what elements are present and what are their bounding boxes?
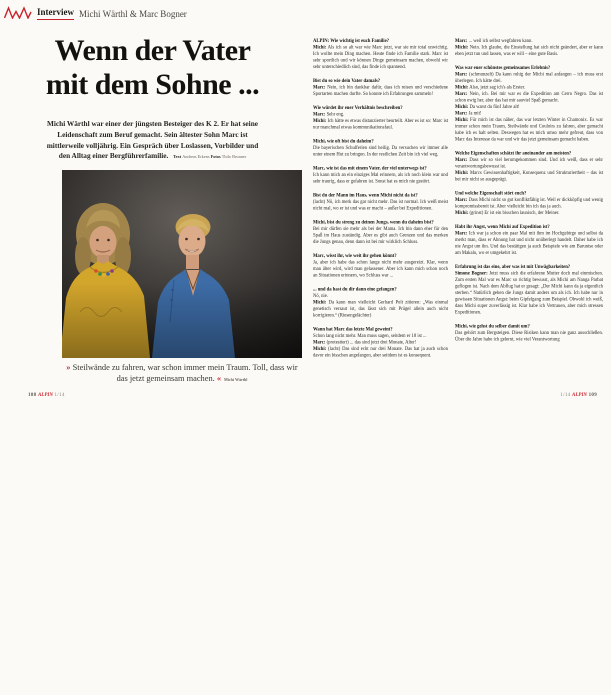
section-authors: Michi Wärthl & Marc Bogner (79, 9, 187, 19)
photo-vignette (62, 170, 302, 358)
speaker-name: Michi: (313, 45, 327, 50)
interview-answer: Michi: Da kann man vielleicht Gerhard Polt zitieren: „Was einmal genetisch versaut ist, das lässt sich mit Prügel allein auch nicht korrigieren.“ (Riesengelächter) (313, 300, 448, 318)
speaker-name: Simone Bogner: (455, 271, 488, 276)
speaker-name: Michi: (313, 346, 327, 352)
interview-question: Michi, bist du streng zu deinen Jungs, wenn du daheim bist? (313, 220, 434, 225)
speaker-name: Michi: (455, 210, 469, 216)
speaker-name: Marc: (455, 157, 468, 163)
issue-number: 1/14 (54, 393, 65, 398)
interview-question: Michi, wie oft bist du daheim? (313, 139, 374, 144)
credit-label: Fotos (210, 154, 222, 160)
interview-question: Und welche Eigenschaft stört euch? (455, 191, 527, 196)
qa-block (313, 78, 448, 98)
pull-quote-text: Steilwände zu fahren, war schon immer mein Traum. Toll, dass wir das jetzt gemeinsam machen. (72, 363, 298, 383)
speaker-name: Marc: (455, 38, 468, 44)
interview-question: Wie würdet ihr euer Verhältnis beschreiben? (313, 105, 403, 111)
interview-answer: Marc: Sehr eng. (313, 112, 345, 117)
byline-credits (173, 154, 246, 159)
interview-question: Was war euer schönstes gemeinsames Erlebnis? (455, 65, 551, 71)
qa-block (455, 151, 603, 184)
interview-answer: Bei mir dürfen sie mehr als bei der Mama. Ich bin dann eher für den Spaß im Haus zuständig. Aber es gibt auch Grenzen und das merken die Jungs genau, denn dann ist bei mir wirklich Schluss. (313, 226, 448, 245)
interview-answer: Ich kann mich an ein einziges Mal erinnern, als ich noch klein war und sehr traurig, dass er gefahren ist. Sonst hat es mich nie gestört. (313, 172, 448, 184)
left-page (0, 0, 305, 409)
interview-answer: Michi: Also, jetzt sag ich's als Erster. (455, 85, 526, 90)
qa-block (313, 38, 448, 71)
qa-block (455, 324, 603, 344)
interview-answer: (lacht) Nö, ich merk das gar nicht mehr. Das ist normal. Ich weiß meist nicht mal, wo er ist und was er macht – außer bei Expeditionen. (313, 199, 448, 211)
interview-question: Marc, wisst ihr, wie weit ihr gehen könnt? (313, 253, 397, 259)
qa-block (313, 193, 448, 213)
page-number: 109 (588, 393, 597, 398)
qa-block (455, 38, 603, 58)
speaker-name: Marc: (455, 231, 468, 236)
interview-column-2 (455, 38, 603, 663)
page-number: 108 (28, 393, 37, 398)
footer-left (28, 393, 65, 398)
interview-question: Wann hat Marc das letzte Mal geweint? (313, 327, 393, 332)
interview-answer: Marc: Dass wir so viel herumgekommen sind. Und ich weiß, dass er sehr verantwortungsbewusst ist. (455, 157, 603, 169)
father-and-son-portrait-photo (62, 170, 302, 358)
section-label: Interview (37, 7, 74, 20)
intro-paragraph (47, 119, 259, 163)
interview-answer: Marc: (protestiert) ... das sind jetzt drei Monate, Alter! (313, 340, 417, 345)
section-header (4, 6, 187, 20)
interview-question: Erfahrung ist das eine, aber was ist mit Unwägbarkeiten? (455, 264, 571, 270)
interview-answer: Marc: (schmunzelt) Da kann ruhig der Michi mal anfangen – ich muss erst überlegen. Ich hätte drei. (455, 72, 603, 84)
interview-answer: Schon lang nicht mehr. Man muss sagen, seitdem er 18 ist ... (313, 333, 427, 339)
qa-block (455, 264, 603, 316)
interview-answer: Michi: (lacht) Das sind echt nur drei Monate. Das hat ja auch schon davor ein bisschen angefangen, aber seitdem ist es konsequent. (313, 346, 448, 358)
speaker-name: Marc: (313, 112, 326, 117)
interview-question: Bist du so wie dein Vater damals? (313, 78, 381, 84)
interview-answer: Nö, nie. (313, 293, 328, 299)
interview-answer: Ja, aber ich habe das schon lange nicht mehr ausgereizt. Klar, wenn man älter wird, wird man gelassener. Aber ich kann mich schon noch an Situationen erinnern, wo Schluss war ... (313, 260, 448, 278)
quote-attribution: Michi Wärthl (224, 376, 248, 382)
close-guillemet: « (216, 373, 222, 383)
interview-answer: Marc: Ja mit! (455, 111, 482, 116)
speaker-name: Michi: (455, 85, 469, 90)
issue-number: 1/14 (560, 393, 571, 398)
interview-answer: Marc: Ich war ja schon ein paar Mal mit ihm im Hochgebirge und selbst da merkt man, dass er Ahnung hat und nicht unüberlegt handelt. Daher habe ich nie Angst um ihn. Und das bestätigen ja auch Beispiele wie am Baruntse oder am Makalu, wo er umgekehrt ist. (455, 231, 603, 256)
mountain-zigzag-icon (4, 6, 32, 19)
interview-answer: Michi: (grinst) Er ist ein bisschen launisch, der Meiner. (455, 210, 560, 216)
credit-value: Andreas Erkens (182, 154, 211, 160)
qa-block (455, 191, 603, 217)
qa-block (455, 224, 603, 257)
speaker-name: Marc: (455, 72, 468, 77)
pull-quote (62, 363, 302, 386)
interview-answer: Marc: Nein, ich. Bei mir war es die Expedition am Cerro Negro. Das ist schon ewig her, aber das hat mir sauviel Spaß gemacht. (455, 91, 603, 103)
open-guillemet: » (66, 363, 71, 372)
interview-question: Marc, wie ist das mit einem Vater, der viel unterwegs ist? (313, 166, 427, 171)
qa-block (313, 166, 448, 186)
qa-block (313, 253, 448, 279)
interview-answer: Simone Bogner: Jetzt muss sich die erfahrene Mutter doch mal einmischen. Zum ersten Mal war es Marc so richtig bewusst, als Michi am Nanga Parbat geflogen ist. Nach dem Abflug hat er gesagt: „Der Michi kann da ja eigentlich sterben.“ Natürlich gehen die Jungs damit anders um als ich. Ich habe nur in gewissen Situationen Angst: beim Gipfelgang zum Beispiel. Obwohl ich weiß, dass Michi super zuverlässig ist. Klar habe ich Vertrauen, aber mich stressen Expeditionen. (455, 271, 604, 315)
interview-question: Habt ihr Angst, wenn Michi auf Expedition ist? (455, 224, 550, 230)
magazine-logo: ALPIN (37, 393, 53, 398)
footer-right (560, 393, 597, 398)
interview-answer: Michi: Für mich ist das näher, das war letzten Winter in Chamonix. Es war immer schon mein Traum, Steilwände und Couloirs zu fahren, aber gemacht habe ich es halt selten. Deswegen hat es mich umso mehr gefreut, dass von Marc das Interesse da war und wir das jetzt gemeinsam gemacht haben. (455, 117, 603, 142)
speaker-name: Michi: (455, 170, 469, 176)
interview-answer: Die bayerischen Schulferien sind heilig. Da versuchen wir immer alle unter einem Hut zu bringen. In der restlichen Zeit bin ich viel weg. (313, 145, 448, 157)
speaker-name: Marc: (313, 340, 326, 345)
interview-question: Bist du der Mann im Haus, wenn Michi nicht da ist? (313, 193, 418, 198)
speaker-name: Michi: (313, 300, 327, 305)
interview-question: Welche Eigenschaften schätzt ihr aneinander am meisten? (455, 151, 572, 156)
interview-question: ... und da hast du dir dann eine gefangen? (313, 287, 397, 292)
interview-answer: Marc: Nein, ich bin dankbar dafür, dass ich reisen und verschiedene Sportarten machen durfte. So konnte ich Erfahrungen sammeln! (313, 85, 448, 97)
speaker-name: Michi: (455, 104, 469, 110)
interview-answer: Michi: Als ich so alt war wie Marc jetzt, war sie mir total unwichtig. Ich wollte mein Ding machen. Heute finde ich Familie stark. Marc ist sehr sportlich und wir können Dinge gemeinsam machen, obwohl wir sehr unterschiedlich sind, das finde ich spannend. (313, 45, 448, 70)
intro-text: Michi Wärthl war einer der jüngsten Besteiger des K 2. Er hat seine Leidenschaft zum Beruf gemacht. Sein ältester Sohn Marc ist mittlerweile volljährig. Ein Gespräch über Loslassen, Vorbilder und den Alltag einer Bergführerfamilie. (46, 119, 259, 161)
speaker-name: Michi: (455, 45, 469, 50)
interview-question: ALPIN: Wie wichtig ist euch Familie? (313, 38, 389, 44)
qa-block (313, 287, 448, 320)
interview-answer: Michi: Da warst du fünf Jahre alt! (455, 104, 520, 110)
interview-answer: Marc: Dass Michi nicht so gut konfliktfähig ist. Weil er dickköpfig und wenig kompromissbereit ist. Aber vielleicht bin ich das ja auch. (455, 197, 603, 209)
interview-answer: Das gehört zum Bergsteigen. Diese Risiken kann man nie ganz ausschließen. Über die Jahre habe ich gelernt, wie viel Verantwortung (455, 330, 603, 342)
interview-answer: Michi: Ich hätte es etwas distanzierter beurteilt. Aber es ist so: Marc ist nur manchmal etwas kommunikationsfaul. (313, 118, 448, 130)
right-page (305, 0, 611, 409)
qa-block (313, 327, 448, 360)
page-title (0, 34, 305, 102)
interview-column-1 (313, 38, 448, 695)
qa-block (313, 220, 448, 246)
qa-block (313, 139, 448, 159)
headline-line-2: mit dem Sohne ... (45, 68, 260, 101)
qa-block (313, 105, 448, 131)
interview-answer: Michi: Nein. Ich glaube, die Einstellung hat sich nicht geändert, aber er kann eben jetzt tun und lassen, was er will – eine gute Basis. (455, 45, 603, 57)
magazine-logo: ALPIN (572, 393, 588, 398)
family-photo (62, 170, 302, 358)
interview-answer: Marc: ... weil ich selbst wegfahren kann. (455, 38, 533, 44)
credit-value: Thilo Brunner (221, 154, 247, 160)
credit-label: Text (173, 154, 183, 160)
interview-answer: Michi: Marcs Gewissenhaftigkeit, Konsequenz und Strukturiertheit – das ist bei mir nicht so ausgeprägt. (455, 170, 603, 182)
speaker-name: Marc: (455, 91, 468, 97)
headline-line-1: Wenn der Vater (54, 34, 251, 67)
qa-block (455, 65, 603, 143)
speaker-name: Marc: (455, 111, 468, 116)
speaker-name: Marc: (313, 85, 326, 90)
speaker-name: Michi: (313, 118, 327, 124)
speaker-name: Michi: (455, 117, 469, 123)
speaker-name: Marc: (455, 197, 468, 203)
interview-question: Michi, wie gehst du selber damit um? (455, 324, 530, 329)
